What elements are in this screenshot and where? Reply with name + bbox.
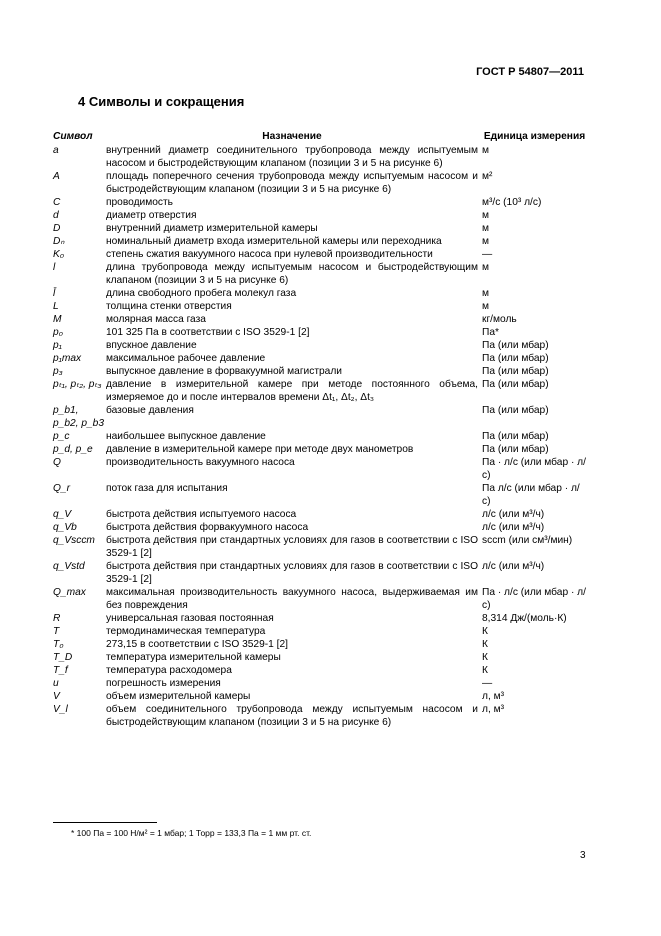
table-row [53,586,586,612]
symbol-cell: T_D [53,652,73,663]
table-row [53,534,583,560]
unit-cell: м [482,210,490,221]
unit-cell: м [482,236,490,247]
unit-cell: кг/моль [482,314,517,325]
meaning-cell: температура расходомера [106,665,232,676]
symbol-cell: l̄ [53,288,56,299]
table-row [53,456,586,482]
header-unit: Единица измерения [483,131,586,142]
symbol-cell: V [53,691,60,702]
unit-cell: Па (или мбар) [482,405,549,416]
meaning-cell: максимальная производительность вакуумного насоса, выдерживаемая им без повреждения [106,587,478,611]
symbol-cell: C [53,197,61,208]
table-row [53,339,583,352]
symbol-cell: p_b1, p_b2, p_b3 [53,405,104,429]
meaning-cell: максимальное рабочее давление [106,353,266,364]
table-row [53,222,583,235]
unit-cell: К [482,626,488,637]
section-title: 4 Символы и сокращения [78,94,245,109]
unit-cell: К [482,639,488,650]
meaning-cell: проводимость [106,197,173,208]
symbol-cell: K₀ [53,249,65,260]
unit-cell: Па (или мбар) [482,431,549,442]
symbol-cell: p₁max [53,353,82,364]
meaning-cell: погрешность измерения [106,678,221,689]
meaning-cell: быстрота действия при стандартных условиях для газов в соответствии с ISO 3529-1 [2] [106,561,478,585]
symbol-cell: q_Vstd [53,561,85,572]
symbol-cell: d [53,210,59,221]
meaning-cell: поток газа для испытания [106,483,228,494]
meaning-cell: термодинамическая температура [106,626,266,637]
symbol-cell: T₀ [53,639,64,650]
unit-cell: К [482,652,488,663]
unit-cell: Па (или мбар) [482,379,549,390]
symbol-cell: p₀ [53,327,63,338]
unit-cell: Па* [482,327,499,338]
meaning-cell: объем измерительной камеры [106,691,251,702]
table-row [53,430,583,443]
table-row [53,287,583,300]
meaning-cell: степень сжатия вакуумного насоса при нулевой производительности [106,249,433,260]
symbol-cell: u [53,678,59,689]
table-row [53,404,583,430]
meaning-cell: наибольшее выпускное давление [106,431,266,442]
table-row [53,209,583,222]
unit-cell: л/с (или м³/ч) [482,561,545,572]
unit-cell: л, м³ [482,691,505,702]
meaning-cell: универсальная газовая постоянная [106,613,274,624]
unit-cell: К [482,665,488,676]
unit-cell: — [482,678,493,689]
table-row [53,144,583,170]
unit-cell: л/с (или м³/ч) [482,522,545,533]
symbol-cell: q_Vb [53,522,77,533]
symbol-cell: l [53,262,56,273]
meaning-cell: производительность вакуумного насоса [106,457,295,468]
unit-cell: м [482,288,490,299]
meaning-cell: номинальный диаметр входа измерительной камеры или переходника [106,236,442,247]
unit-cell: Па (или мбар) [482,444,549,455]
header-meaning: Назначение [262,131,322,142]
symbol-cell: Q_r [53,483,70,494]
symbol-cell: p_d, p_e [53,444,93,455]
meaning-cell: давление в измерительной камере при методе двух манометров [106,444,414,455]
symbol-cell: q_Vsccm [53,535,95,546]
table-row [53,235,583,248]
symbol-cell: A [53,171,60,182]
symbol-cell: Q_max [53,587,86,598]
unit-cell: м [482,223,490,234]
symbol-cell: Dₙ [53,236,65,247]
unit-cell: sccm (или см³/мин) [482,535,573,546]
symbol-cell: a [53,145,59,156]
meaning-cell: внутренний диаметр соединительного трубопровода между испытуемым насосом и быстродействующим клапаном (позиции 3 и 5 на рисунке 6) [106,145,478,169]
table-row [53,651,583,664]
symbol-cell: M [53,314,62,325]
meaning-cell: базовые давления [106,405,194,416]
table-row [53,677,583,690]
meaning-cell: выпускное давление в форвакуумной магистрали [106,366,342,377]
table-row [53,625,583,638]
meaning-cell: внутренний диаметр измерительной камеры [106,223,318,234]
footnote-divider [53,822,157,823]
symbol-cell: T_f [53,665,68,676]
table-row [53,690,583,703]
unit-cell: л/с (или м³/ч) [482,509,545,520]
table-row [53,560,583,586]
document-id: ГОСТ Р 54807—2011 [476,66,584,78]
unit-cell: Па · л/с (или мбар · л/с) [482,457,586,481]
symbol-cell: p₁ [53,340,62,351]
page-number: 3 [580,850,586,861]
table-body [53,144,586,729]
symbol-cell: p_c [53,431,70,442]
meaning-cell: объем соединительного трубопровода между испытуемым насосом и быстродействующим клапаном (позиции 3 и 5 на рисунке 6) [106,704,478,728]
symbol-cell: p₃ [53,366,63,377]
meaning-cell: площадь поперечного сечения трубопровода между испытуемым насосом и быстродействующим клапаном (позиции 3 и 5 на рисунке 6) [106,171,478,195]
unit-cell: м² [482,171,493,182]
table-row [53,638,583,651]
symbols-table [53,130,586,729]
meaning-cell: диаметр отверстия [106,210,197,221]
table-row [53,521,583,534]
meaning-cell: впускное давление [106,340,197,351]
symbol-cell: T [53,626,60,637]
table-header [53,130,586,143]
meaning-cell: длина свободного пробега молекул газа [106,288,297,299]
header-symbol: Символ [53,131,93,142]
table-row [53,352,583,365]
unit-cell: м³/с (10³ л/с) [482,197,542,208]
table-row [53,612,583,625]
symbol-cell: pₜ₁, pₜ₂, pₜ₃ [53,379,102,390]
meaning-cell: температура измерительной камеры [106,652,281,663]
meaning-cell: толщина стенки отверстия [106,301,232,312]
meaning-cell: молярная масса газа [106,314,206,325]
table-row [53,261,583,287]
meaning-cell: быстрота действия форвакуумного насоса [106,522,309,533]
unit-cell: Па (или мбар) [482,353,549,364]
unit-cell: Па · л/с (или мбар · л/с) [482,587,586,611]
meaning-cell: давление в измерительной камере при методе постоянного объема, измеряемое до и после интервалов времени Δt₁, Δt₂, Δt₃ [106,379,478,403]
meaning-cell: длина трубопровода между испытуемым насосом и быстродействующим клапаном (позиции 3 и 5 на рисунке 6) [106,262,478,286]
table-row [53,300,583,313]
unit-cell: м [482,145,490,156]
table-row [53,378,583,404]
footnote: * 100 Па = 100 Н/м² = 1 мбар; 1 Торр = 133,3 Па = 1 мм рт. ст. [71,828,312,838]
unit-cell: 8,314 Дж/(моль·К) [482,613,567,624]
table-row [53,664,583,677]
table-row [53,482,583,508]
symbol-cell: q_V [53,509,72,520]
unit-cell: — [482,249,493,260]
table-row [53,508,583,521]
unit-cell: Па (или мбар) [482,366,549,377]
meaning-cell: быстрота действия испытуемого насоса [106,509,297,520]
table-row [53,365,583,378]
symbol-cell: R [53,613,61,624]
table-row [53,326,583,339]
symbol-cell: D [53,223,61,234]
table-row [53,170,583,196]
symbol-cell: L [53,301,59,312]
table-row [53,443,583,456]
symbol-cell: V_l [53,704,68,715]
table-row [53,703,583,729]
table-row [53,248,583,261]
unit-cell: Па (или мбар) [482,340,549,351]
unit-cell: м [482,262,490,273]
meaning-cell: 101 325 Па в соответствии с ISO 3529-1 [2] [106,327,310,338]
meaning-cell: 273,15 в соответствии с ISO 3529-1 [2] [106,639,288,650]
unit-cell: Па л/с (или мбар · л/с) [482,483,580,507]
table-row [53,313,583,326]
symbol-cell: Q [53,457,61,468]
unit-cell: м [482,301,490,312]
unit-cell: л, м³ [482,704,505,715]
table-row [53,196,583,209]
meaning-cell: быстрота действия при стандартных условиях для газов в соответствии с ISO 3529-1 [2] [106,535,478,559]
